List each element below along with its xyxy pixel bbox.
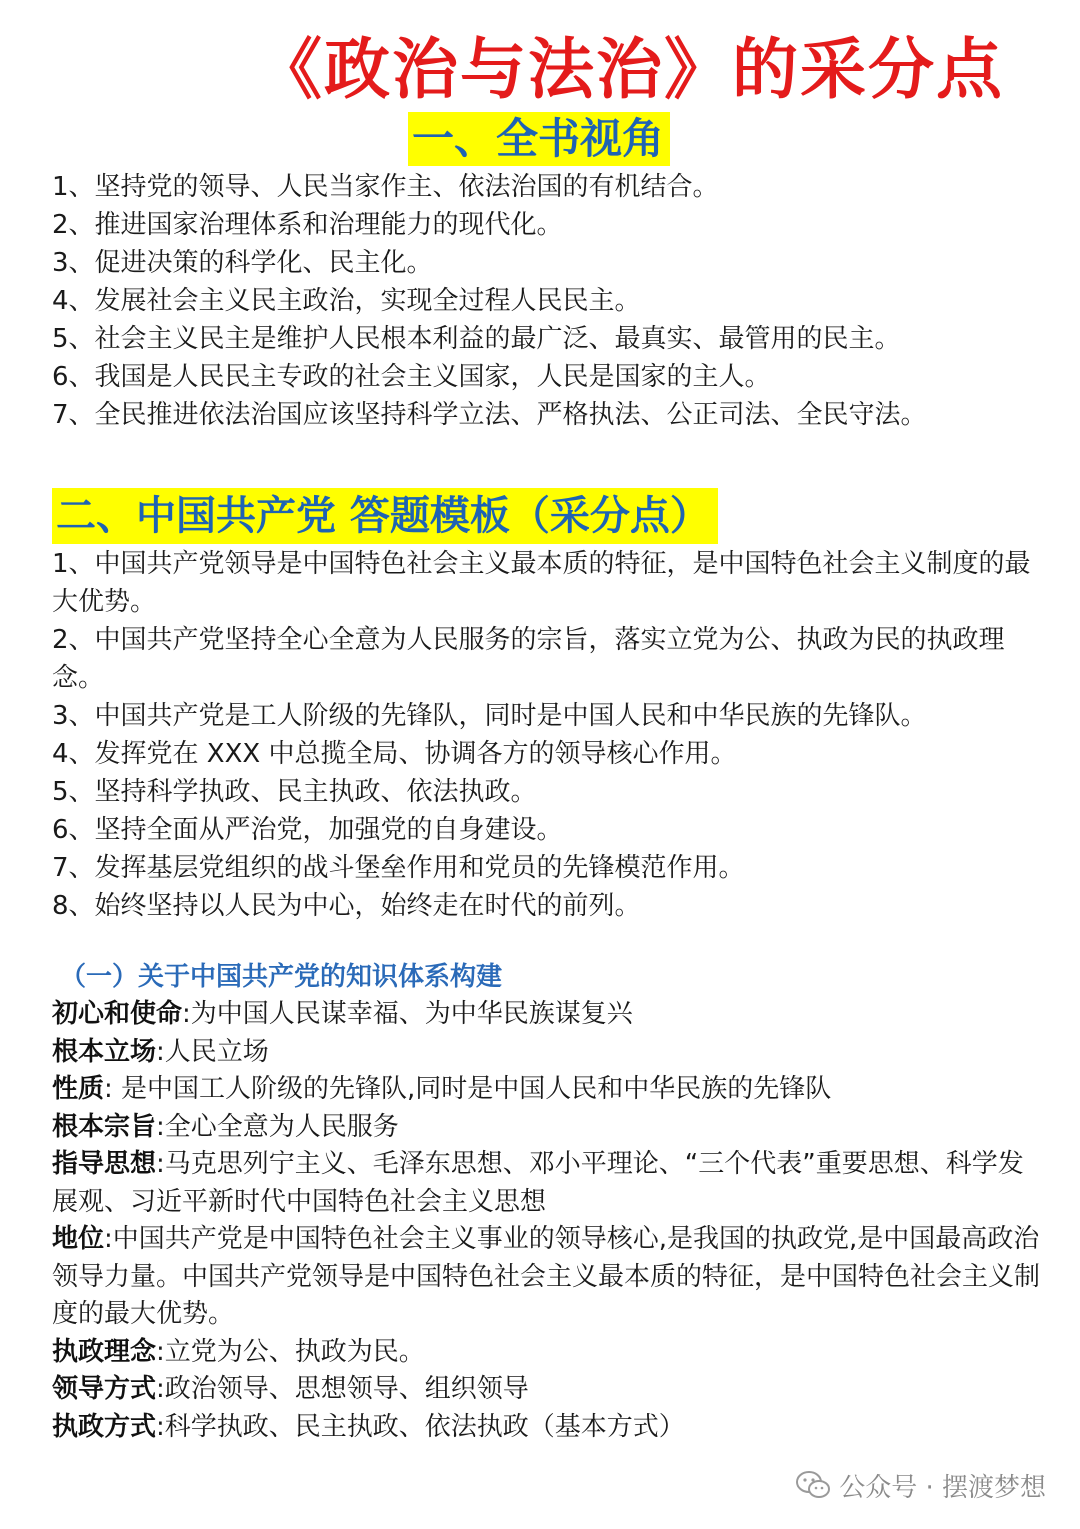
knowledge-key: 领导方式 <box>52 1374 157 1404</box>
knowledge-value: : 是中国工人阶级的先锋队,同时是中国人民和中华民族的先锋队 <box>104 1074 832 1104</box>
list-item: 6、我国是人民民主专政的社会主义国家，人民是国家的主人。 <box>52 362 771 392</box>
knowledge-value: :人民立场 <box>156 1036 269 1067</box>
list-item: 3、中国共产党是工人阶级的先锋队，同时是中国人民和中华民族的先锋队。 <box>52 701 927 731</box>
list-item: 7、发挥基层党组织的战斗堡垒作用和党员的先锋模范作用。 <box>52 853 745 883</box>
knowledge-system-list <box>52 996 1042 1446</box>
knowledge-key: 根本宗旨 <box>52 1111 157 1142</box>
overview-list <box>52 168 1042 434</box>
knowledge-key: 执政理念 <box>52 1336 157 1367</box>
knowledge-value: :科学执政、民主执政、依法执政（基本方式） <box>156 1411 685 1442</box>
knowledge-row <box>52 1146 1042 1221</box>
list-item: 5、社会主义民主是维护人民根本利益的最广泛、最真实、最管用的民主。 <box>52 324 901 354</box>
list-item: 7、全民推进依法治国应该坚持科学立法、严格执法、公正司法、全民守法。 <box>52 400 927 430</box>
knowledge-value: :政治领导、思想领导、组织领导 <box>156 1374 529 1404</box>
list-item: 5、坚持科学执政、民主执政、依法执政。 <box>52 777 537 807</box>
section-heading-overview: 一、全书视角 <box>408 112 670 166</box>
list-item: 4、发展社会主义民主政治，实现全过程人民民主。 <box>52 286 641 316</box>
list-item: 2、中国共产党坚持全心全意为人民服务的宗旨，落实立党为公、执政为民的执政理念。 <box>52 625 1005 693</box>
knowledge-key: 指导思想 <box>52 1149 157 1179</box>
knowledge-row <box>52 996 1042 1034</box>
section-heading-party-template: 二、中国共产党 答题模板（采分点） <box>52 488 718 544</box>
list-item: 2、推进国家治理体系和治理能力的现代化。 <box>52 210 563 240</box>
party-template-list <box>52 545 1042 925</box>
knowledge-row <box>52 1409 1042 1447</box>
list-item: 4、发挥党在 XXX 中总揽全局、协调各方的领导核心作用。 <box>52 739 737 769</box>
watermark-text: 公众号 · 摆渡梦想 <box>839 1472 1046 1503</box>
knowledge-row <box>52 1334 1042 1372</box>
knowledge-key: 初心和使命 <box>52 999 183 1029</box>
subsection-heading: （一）关于中国共产党的知识体系构建 <box>60 962 503 992</box>
knowledge-key: 性质 <box>52 1074 105 1104</box>
page-title: 《政治与法治》的采分点 <box>256 31 1004 108</box>
knowledge-value: :马克思列宁主义、毛泽东思想、邓小平理论、“三个代表”重要思想、科学发展观、习近平新时代中国特色社会主义思想 <box>52 1149 1024 1217</box>
knowledge-row <box>52 1371 1042 1409</box>
list-item: 6、坚持全面从严治党，加强党的自身建设。 <box>52 815 563 845</box>
knowledge-row <box>52 1109 1042 1147</box>
knowledge-value: :立党为公、执政为民。 <box>156 1336 425 1367</box>
watermark <box>795 1465 1046 1505</box>
list-item: 1、中国共产党领导是中国特色社会主义最本质的特征，是中国特色社会主义制度的最大优势。 <box>52 549 1031 617</box>
list-item: 8、始终坚持以人民为中心，始终走在时代的前列。 <box>52 891 641 921</box>
knowledge-row <box>52 1221 1042 1334</box>
knowledge-key: 根本立场 <box>52 1036 157 1067</box>
knowledge-key: 执政方式 <box>52 1411 157 1442</box>
knowledge-key: 地位 <box>52 1224 105 1254</box>
list-item: 3、促进决策的科学化、民主化。 <box>52 248 433 278</box>
knowledge-row <box>52 1071 1042 1109</box>
wechat-icon <box>795 1470 831 1500</box>
knowledge-value: :中国共产党是中国特色社会主义事业的领导核心,是我国的执政党,是中国最高政治领导力量。中国共产党领导是中国特色社会主义最本质的特征，是中国特色社会主义制度的最大优势。 <box>52 1224 1041 1329</box>
knowledge-value: :全心全意为人民服务 <box>156 1111 399 1142</box>
knowledge-value: :为中国人民谋幸福、为中华民族谋复兴 <box>182 999 633 1029</box>
list-item: 1、坚持党的领导、人民当家作主、依法治国的有机结合。 <box>52 172 719 202</box>
knowledge-row <box>52 1034 1042 1072</box>
